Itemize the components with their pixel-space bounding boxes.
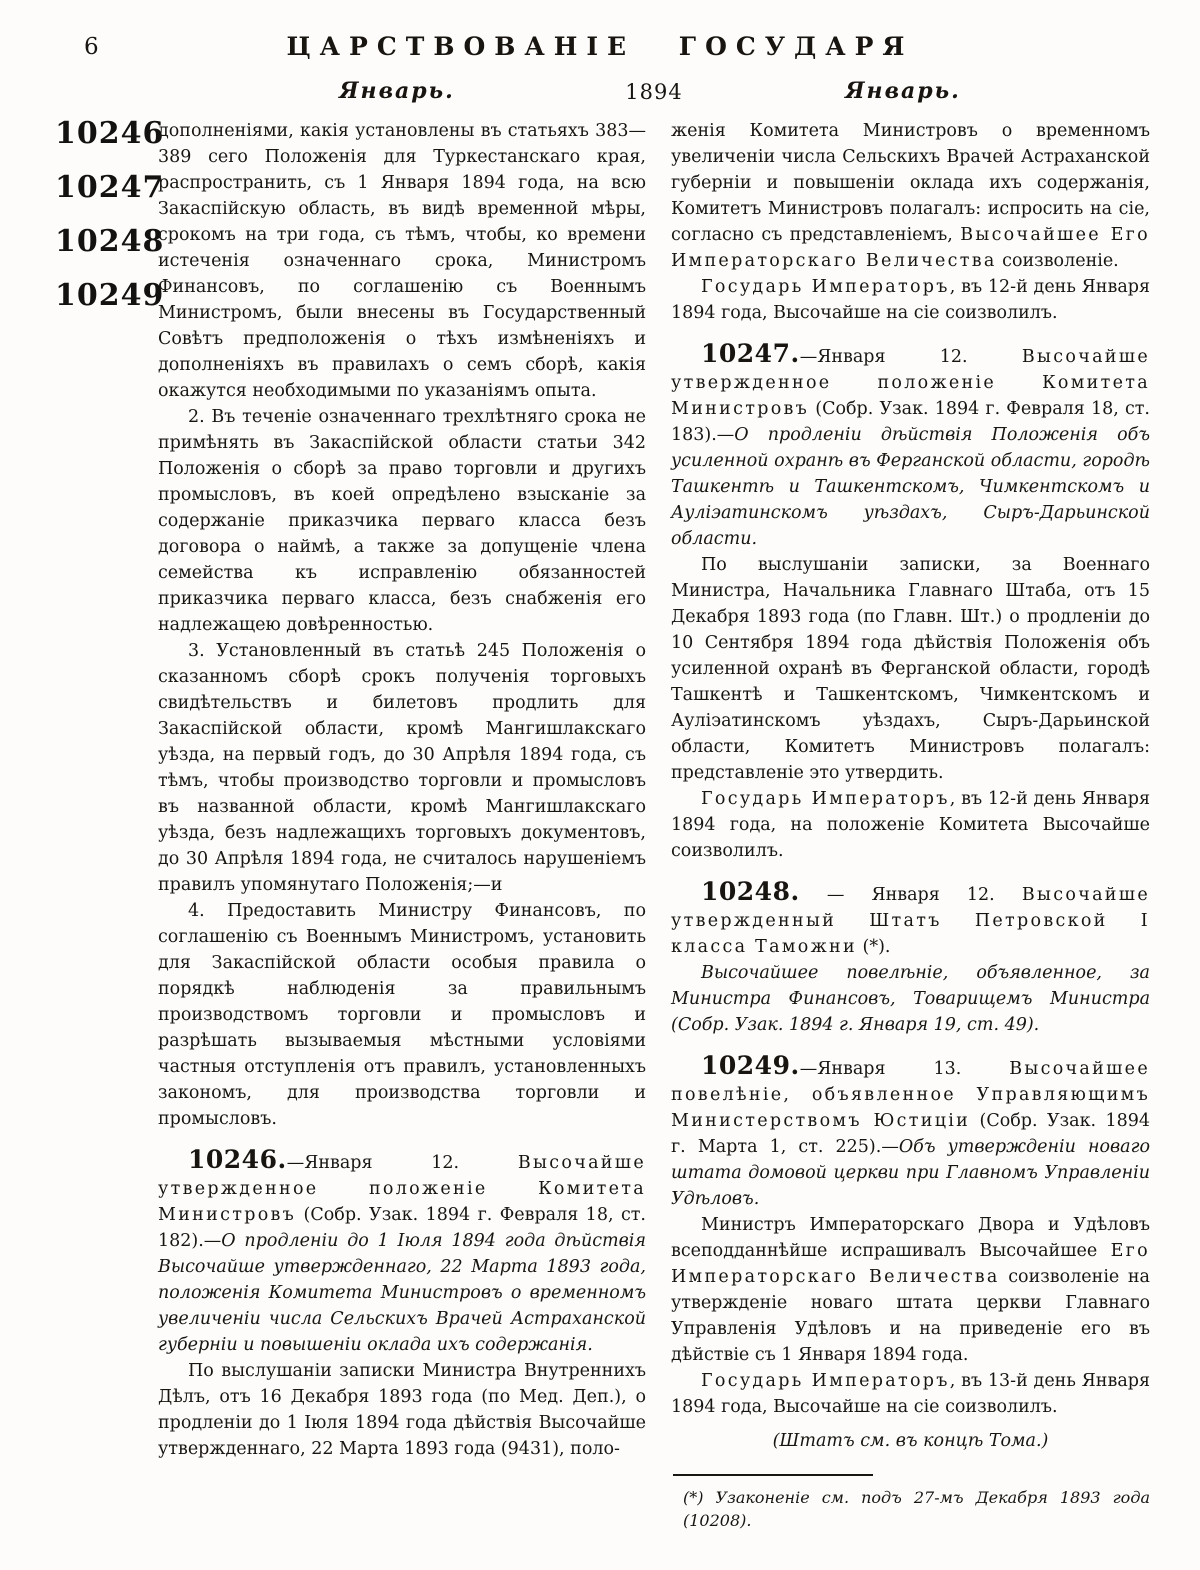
text-run: Объ утвержденіи новаго штата домовой церкви при Главномъ Управленіи Удѣловъ. bbox=[671, 1137, 1151, 1209]
page-title: ЦАРСТВОВАНІЕ ГОСУДАРЯ bbox=[286, 32, 914, 61]
paragraph bbox=[671, 879, 1150, 960]
paragraph bbox=[158, 118, 646, 404]
text-run: (Собр. Узак. 1894 г. Марта 1, ст. 225).— bbox=[671, 1111, 1150, 1157]
paragraph bbox=[158, 404, 646, 638]
footnote-rule bbox=[673, 1474, 873, 1476]
act-number: 10248 bbox=[55, 224, 165, 259]
paragraph bbox=[671, 1428, 1150, 1454]
page-body bbox=[55, 118, 1150, 1532]
text-run: , въ 13-й день Января 1894 года, Высочайше на сіе соизволилъ. bbox=[671, 1371, 1150, 1417]
text-run: соизволеніе на утвержденіе новаго штата церкви Главнаго Управленія Удѣловъ и на приведеніе его въ дѣйствіе съ 1 Января 1894 года. bbox=[671, 1267, 1150, 1365]
paragraph bbox=[671, 786, 1150, 864]
text-run: (Собр. Узак. 1894 г. Февраля 18, ст. 183).— bbox=[671, 399, 1150, 445]
text-run: —Января 12. bbox=[799, 347, 1022, 367]
column-right bbox=[671, 118, 1150, 1532]
text-run: 10247. bbox=[701, 339, 800, 368]
text-run: О продленіи дѣйствія Положенія объ усиленной охранѣ въ Ферганской области, городѣ Ташкентѣ и Ташкентскомъ, Чимкентскомъ и Ауліэатинскомъ уѣздахъ, Сыръ-Дарьинской области. bbox=[671, 425, 1150, 549]
text-run: женія Комитета Министровъ о временномъ увеличеніи числа Сельскихъ Врачей Астраханской губерніи и повышеніи оклада ихъ содержанія, Комитетъ Министровъ полагалъ: испросить на сіе, согласно съ представленіемъ, bbox=[671, 121, 1150, 245]
text-run: 10249. bbox=[701, 1051, 800, 1080]
footnote: (*) Узаконеніе см. подъ 27-мъ Декабря 1893 года (10208). bbox=[683, 1488, 1150, 1530]
text-run: соизволеніе. bbox=[996, 251, 1119, 271]
text-run: Министръ Императорскаго Двора и Удѣловъ всеподданнѣйше испрашивалъ Высочайшее bbox=[671, 1215, 1150, 1261]
text-run: Государь Императоръ bbox=[701, 277, 950, 297]
running-head-month-left: Январь. bbox=[339, 78, 455, 104]
text-run: —Января 13. bbox=[799, 1059, 1010, 1079]
text-run: Высочайше утвержденное положеніе Комитета Министровъ bbox=[158, 1153, 646, 1225]
paragraph bbox=[671, 552, 1150, 786]
act-number: 10247 bbox=[55, 170, 165, 205]
paragraph bbox=[671, 1212, 1150, 1368]
paragraph bbox=[158, 1358, 646, 1462]
paragraph bbox=[671, 1368, 1150, 1420]
column-left bbox=[158, 118, 646, 1532]
text-run: Государь Императоръ bbox=[701, 789, 950, 809]
page-header bbox=[0, 0, 1200, 116]
paragraph bbox=[671, 118, 1150, 274]
paragraph bbox=[158, 898, 646, 1132]
text-run: Высочайшее повелѣніе, объявленное Управляющимъ Министерствомъ Юстиціи bbox=[671, 1059, 1150, 1131]
margin-numbers bbox=[55, 116, 165, 1532]
text-run: По выслушаніи записки Министра Внутреннихъ Дѣлъ, отъ 16 Декабря 1893 года (по Мед. Деп.), о продленіи до 1 Іюля 1894 года дѣйствія Высочайше утвержденнаго, 22 Марта 1893 года (9431), поло- bbox=[158, 1361, 646, 1459]
act-number: 10246 bbox=[55, 116, 165, 151]
text-run: Высочайше утвержденный Штатъ Петровской I класса Таможни bbox=[671, 885, 1150, 957]
text-run: 3. Установленный въ статьѣ 245 Положенія о сказанномъ сборѣ срокъ полученія торговыхъ свидѣтельствъ и билетовъ продлить для Закаспійской области, кромѣ Мангишлакскаго уѣзда, на первый годъ, до 30 Апрѣля 1894 года, съ тѣмъ, чтобы производство торговли и промысловъ въ названной области, кромѣ Мангишлакскаго уѣзда, безъ надлежащихъ торговыхъ документовъ, до 30 Апрѣля 1894 года, не считалось нарушеніемъ правилъ упомянутаго Положенія;—и bbox=[158, 641, 646, 895]
running-head-year: 1894 bbox=[625, 80, 683, 104]
text-run: О продленіи до 1 Іюля 1894 года дѣйствія Высочайше утвержденнаго, 22 Марта 1893 года, положенія Комитета Министровъ о временномъ увеличеніи числа Сельскихъ Врачей Астраханской губерніи и повышеніи оклада ихъ содержанія. bbox=[158, 1231, 646, 1355]
text-run: (Собр. Узак. 1894 г. Февраля 18, ст. 182).— bbox=[158, 1205, 646, 1251]
paragraph bbox=[671, 341, 1150, 552]
page-number: 6 bbox=[84, 34, 99, 60]
paragraph bbox=[671, 960, 1150, 1038]
text-run: 4. Предоставить Министру Финансовъ, по соглашенію съ Военнымъ Министромъ, установить для Закаспійской области особыя правила о порядкѣ наблюденія за правильнымъ производствомъ торговли и промысловъ и разрѣшать вызываемыя мѣстными условіями частныя отступленія отъ правилъ, установленныхъ закономъ, для производства торговли и промысловъ. bbox=[158, 901, 646, 1129]
running-head-month-right: Январь. bbox=[845, 78, 961, 104]
text-run: 10246. bbox=[188, 1145, 287, 1174]
text-run: , въ 12-й день Января 1894 года, на положеніе Комитета Высочайше соизволилъ. bbox=[671, 789, 1150, 861]
text-run: (Штатъ см. въ концѣ Тома.) bbox=[772, 1431, 1049, 1451]
text-run: Его Императорскаго Величества bbox=[671, 1241, 1150, 1287]
text-run: Высочайшее повелѣніе, объявленное, за Министра Финансовъ, Товарищемъ Министра (Собр. Узак. 1894 г. Января 19, ст. 49). bbox=[671, 963, 1150, 1035]
text-run: дополненіями, какія установлены въ статьяхъ 383—389 сего Положенія для Туркестанскаго края, распространить, съ 1 Января 1894 года, на всю Закаспійскую область, въ видѣ временной мѣры, срокомъ на три года, съ тѣмъ, чтобы, ко времени истеченія означеннаго срока, Министромъ Финансовъ, по соглашенію съ Военнымъ Министромъ, были внесены въ Государственный Совѣтъ предположенія о тѣхъ измѣненіяхъ и дополненіяхъ въ правилахъ о семъ сборѣ, какія окажутся необходимыми по указаніямъ опыта. bbox=[158, 121, 646, 401]
text-run: Высочайшее Его Императорскаго Величества bbox=[671, 225, 1150, 271]
paragraph bbox=[671, 274, 1150, 326]
paragraph bbox=[671, 1053, 1150, 1212]
text-run: — Января 12. bbox=[799, 885, 1022, 905]
text-run: 10248. bbox=[701, 877, 800, 906]
text-run: (*). bbox=[856, 937, 891, 957]
act-number: 10249 bbox=[55, 278, 165, 313]
text-run: , въ 12-й день Января 1894 года, Высочайше на сіе соизволилъ. bbox=[671, 277, 1150, 323]
text-run: Государь Императоръ bbox=[701, 1371, 950, 1391]
paragraph bbox=[158, 1147, 646, 1358]
text-run: —Января 12. bbox=[286, 1153, 518, 1173]
paragraph bbox=[158, 638, 646, 898]
text-run: Высочайше утвержденное положеніе Комитета Министровъ bbox=[671, 347, 1150, 419]
text-run: 2. Въ теченіе означеннаго трехлѣтняго срока не примѣнять въ Закаспійской области статьи 342 Положенія о сборѣ за право торговли и другихъ промысловъ, въ коей опредѣлено взысканіе за содержаніе приказчика перваго класса безъ договора о наймѣ, а также за допущеніе члена семейства къ исправленію обязанностей приказчика перваго класса, безъ снабженія его надлежащею довѣренностью. bbox=[158, 407, 646, 635]
text-run: По выслушаніи записки, за Военнаго Министра, Начальника Главнаго Штаба, отъ 15 Декабря 1893 года (по Главн. Шт.) о продленіи до 10 Сентября 1894 года дѣйствія Положенія объ усиленной охранѣ въ Ферганской области, городѣ Ташкентѣ и Ташкентскомъ, Чимкентскомъ и Ауліэатинскомъ уѣздахъ, Сыръ-Дарьинской области, Комитетъ Министровъ полагалъ: представленіе это утвердить. bbox=[671, 555, 1150, 783]
